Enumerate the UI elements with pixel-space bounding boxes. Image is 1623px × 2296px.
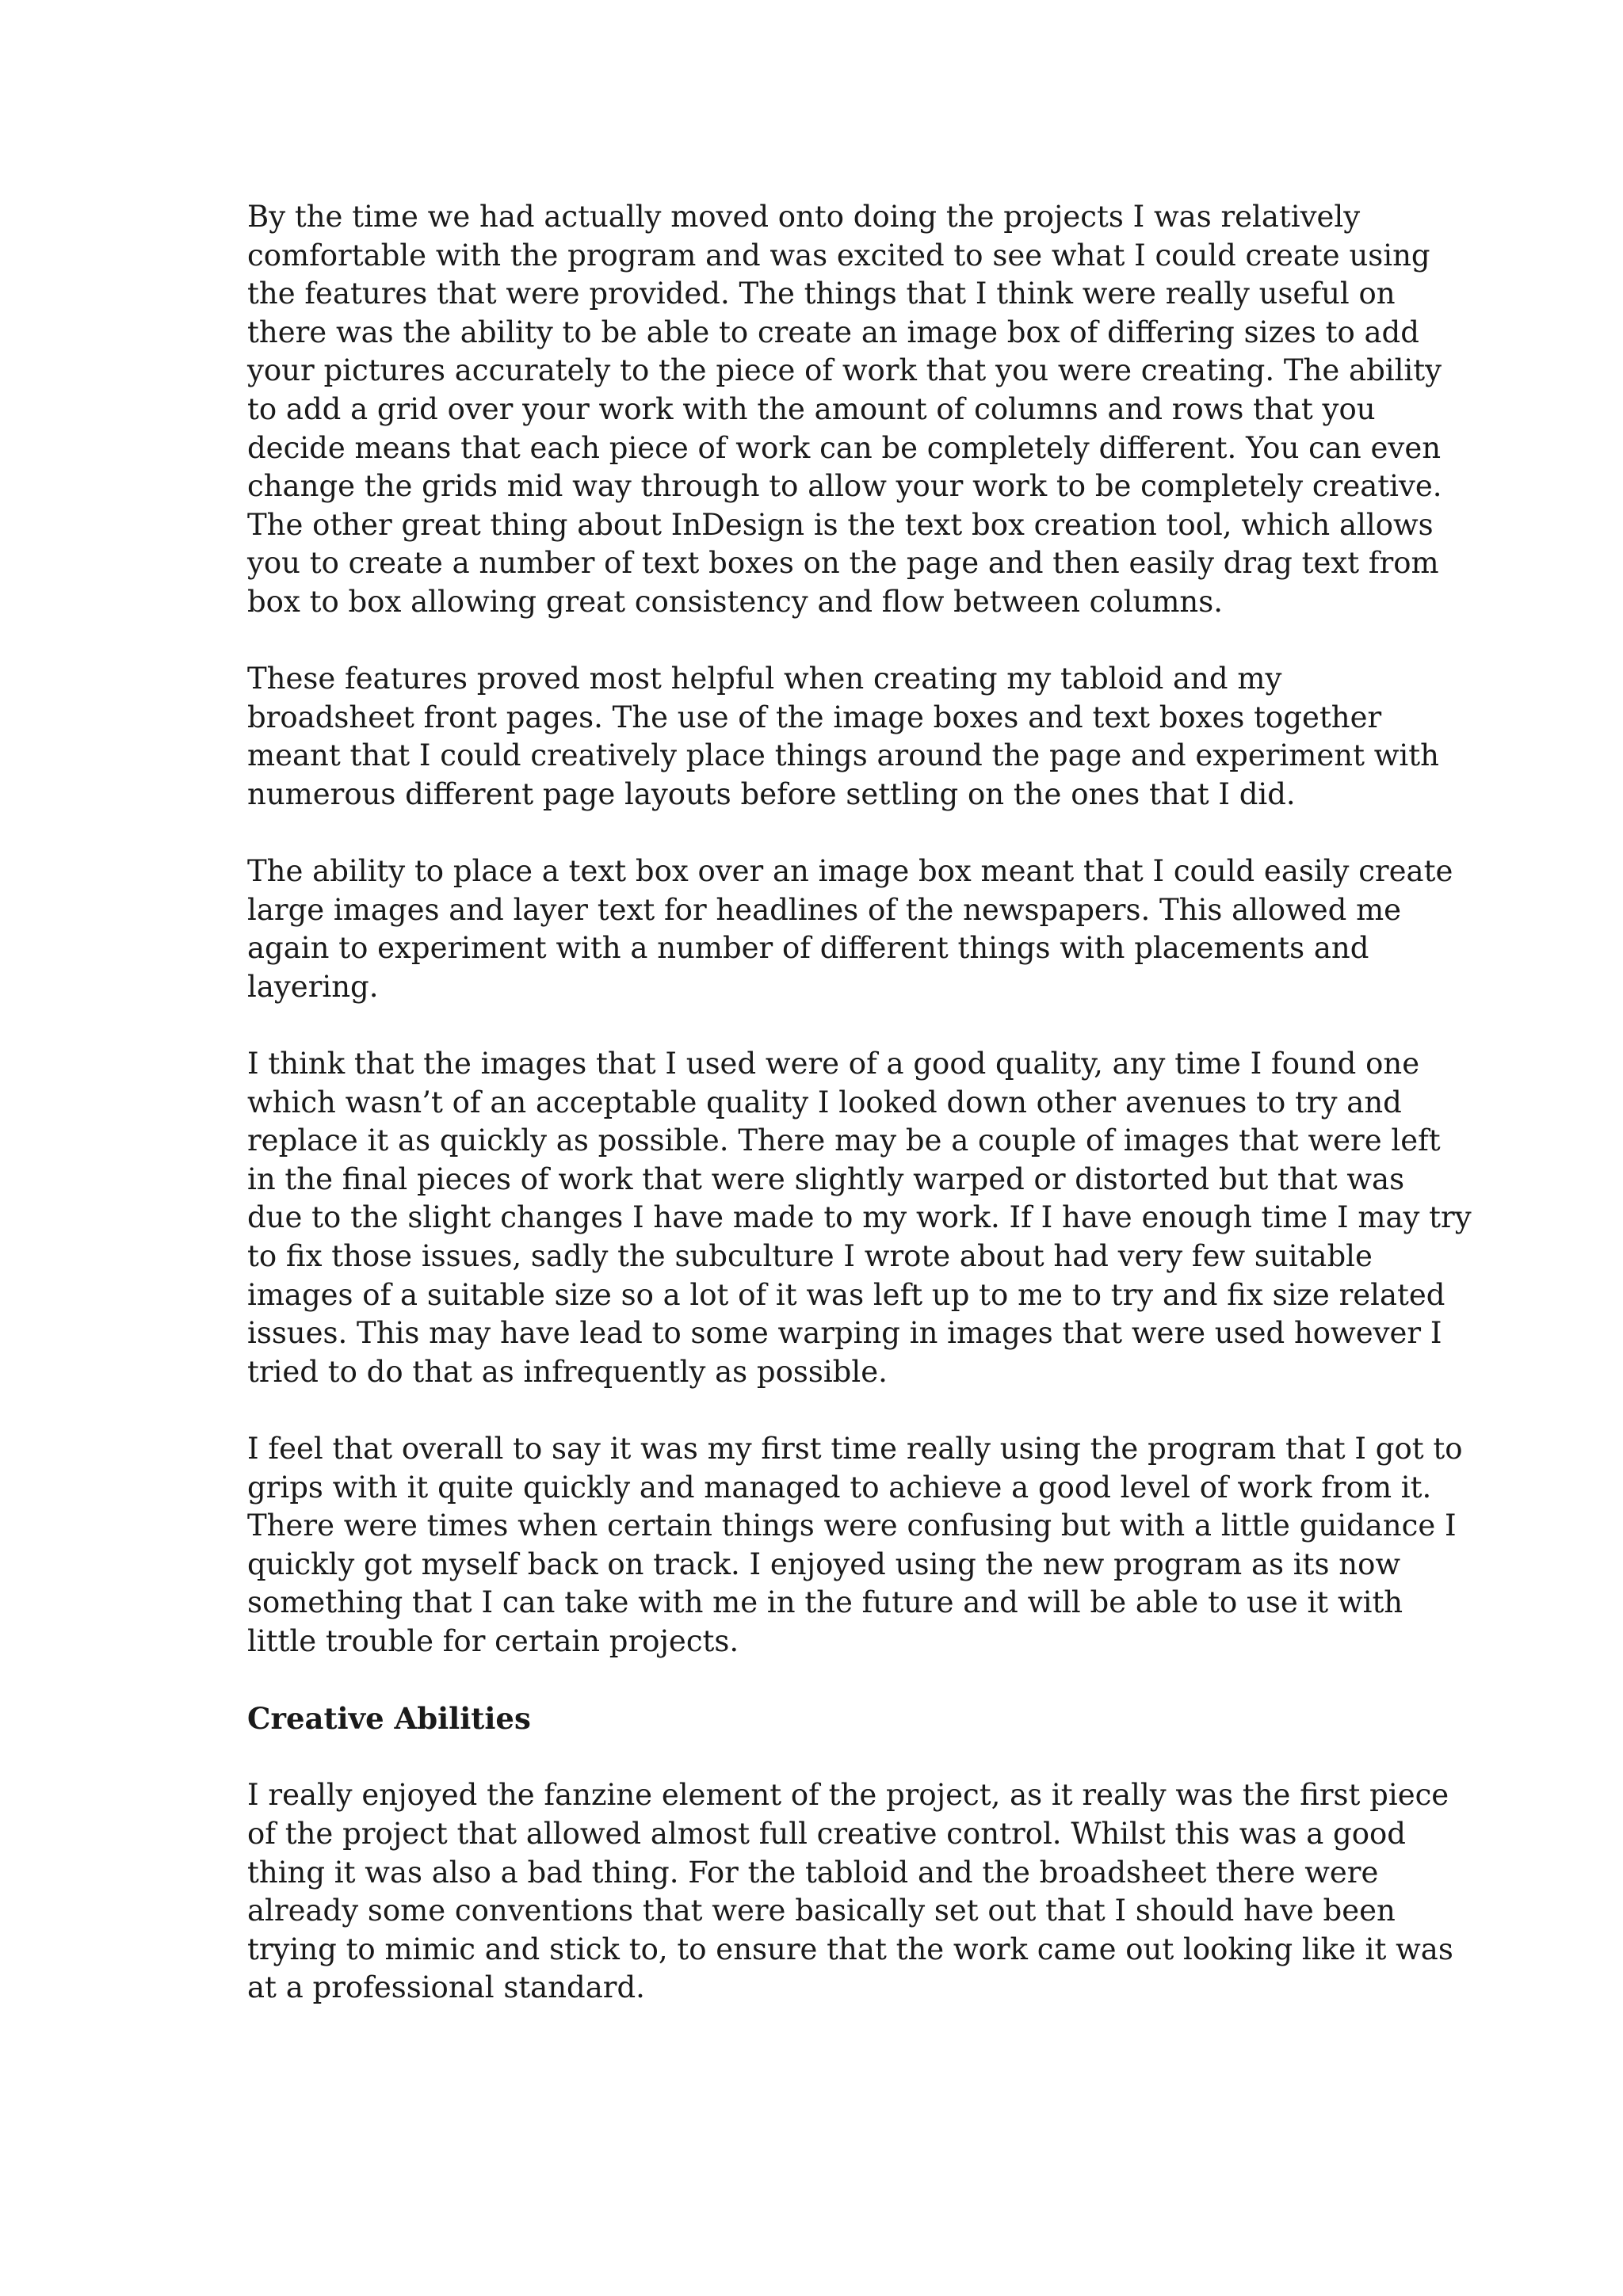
text-line: you to create a number of text boxes on the page and then easily drag text from — [247, 546, 1439, 581]
text-line: The ability to place a text box over an image box meant that I could easily create — [247, 854, 1453, 889]
text-line: I really enjoyed the fanzine element of the project, as it really was the first piece — [247, 1778, 1449, 1813]
text-line: thing it was also a bad thing. For the tabloid and the broadsheet there were — [247, 1855, 1379, 1890]
text-line: The other great thing about InDesign is the text box creation tool, which allows — [247, 507, 1434, 542]
text-line: your pictures accurately to the piece of work that you were creating. The ability — [247, 353, 1442, 388]
text-line: to fix those issues, sadly the subculture I wrote about had very few suitable — [247, 1239, 1373, 1274]
text-line: box to box allowing great consistency and flow between columns. — [247, 584, 1223, 619]
text-line: meant that I could creatively place things around the page and experiment with — [247, 738, 1439, 773]
text-line: due to the slight changes I have made to my work. If I have enough time I may try — [247, 1200, 1472, 1235]
text-line: I feel that overall to say it was my first time really using the program that I got to — [247, 1432, 1463, 1466]
text-line: already some conventions that were basically set out that I should have been — [247, 1894, 1396, 1928]
text-line: of the project that allowed almost full creative control. Whilst this was a good — [247, 1816, 1406, 1851]
text-line: layering. — [247, 969, 379, 1004]
text-line: grips with it quite quickly and managed to achieve a good level of work from it. — [247, 1470, 1432, 1505]
text-line: comfortable with the program and was excited to see what I could create using — [247, 238, 1430, 273]
text-line: decide means that each piece of work can be completely different. You can even — [247, 430, 1442, 465]
document-body — [247, 198, 1472, 2046]
paragraph-4 — [247, 1045, 1472, 1391]
text-line: there was the ability to be able to create an image box of differing sizes to add — [247, 315, 1419, 349]
paragraph-5 — [247, 1430, 1463, 1661]
text-line: numerous different page layouts before settling on the ones that I did. — [247, 776, 1296, 811]
text-line: replace it as quickly as possible. There may be a couple of images that were left — [247, 1123, 1441, 1158]
text-line: By the time we had actually moved onto doing the projects I was relatively — [247, 200, 1361, 234]
text-line: something that I can take with me in the future and will be able to use it with — [247, 1585, 1403, 1620]
paragraph-6 — [247, 1776, 1453, 2008]
text-line: There were times when certain things were confusing but with a little guidance I — [247, 1508, 1457, 1543]
text-line: quickly got myself back on track. I enjoyed using the new program as its now — [247, 1547, 1401, 1581]
text-line: tried to do that as infrequently as possible. — [247, 1354, 888, 1389]
text-line: issues. This may have lead to some warping in images that were used however I — [247, 1316, 1442, 1351]
section-heading: Creative Abilities — [247, 1701, 531, 1737]
text-line: at a professional standard. — [247, 1970, 645, 2005]
text-line: These features proved most helpful when creating my tabloid and my — [247, 662, 1282, 696]
text-line: broadsheet front pages. The use of the image boxes and text boxes together — [247, 700, 1382, 734]
text-line: images of a suitable size so a lot of it was left up to me to try and fix size related — [247, 1277, 1445, 1312]
text-line: to add a grid over your work with the amount of columns and rows that you — [247, 391, 1376, 426]
paragraph-3 — [247, 852, 1453, 1006]
text-line: which wasn’t of an acceptable quality I looked down other avenues to try and — [247, 1085, 1402, 1119]
paragraph-2 — [247, 660, 1439, 814]
paragraph-1 — [247, 198, 1442, 622]
text-line: the features that were provided. The things that I think were really useful on — [247, 277, 1396, 311]
text-line: large images and layer text for headlines of the newspapers. This allowed me — [247, 892, 1402, 927]
text-line: in the final pieces of work that were slightly warped or distorted but that was — [247, 1161, 1405, 1196]
text-line: I think that the images that I used were of a good quality, any time I found one — [247, 1047, 1420, 1081]
text-line: little trouble for certain projects. — [247, 1623, 739, 1658]
text-line: trying to mimic and stick to, to ensure that the work came out looking like it was — [247, 1932, 1453, 1966]
text-line: again to experiment with a number of different things with placements and — [247, 931, 1369, 966]
text-line: change the grids mid way through to allow your work to be completely creative. — [247, 469, 1442, 504]
